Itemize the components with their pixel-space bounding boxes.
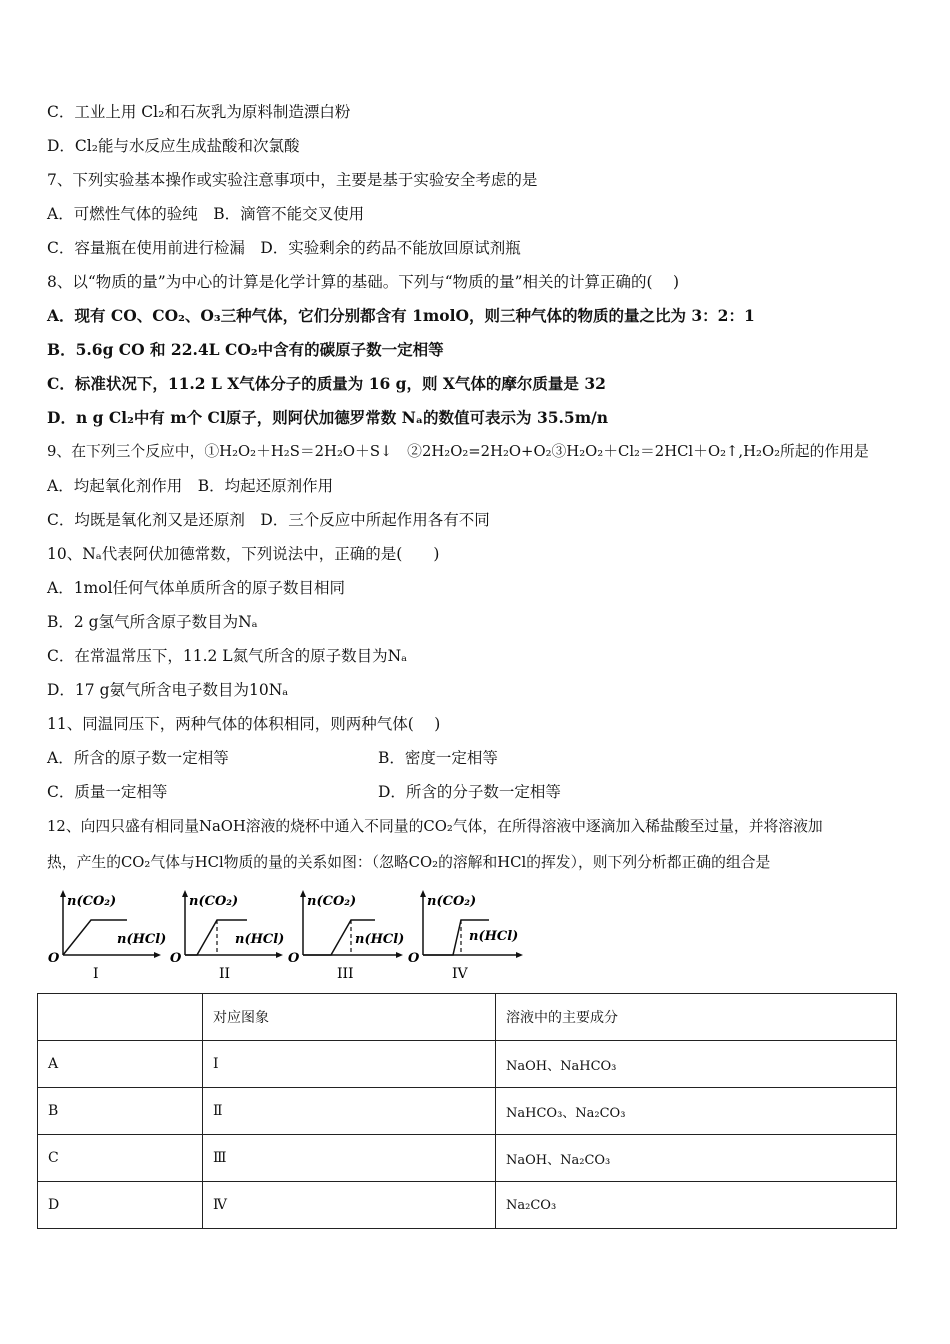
option-11d: D．所含的分子数一定相等: [378, 783, 561, 801]
table-cell: NaOH、Na₂CO₃: [496, 1135, 897, 1182]
graph-1-origin: O: [48, 951, 60, 966]
co2-hcl-graphs: [45, 880, 535, 985]
graph-1-y-label: n(CO₂): [67, 894, 117, 909]
table-header-cell: 对应图象: [203, 994, 496, 1041]
table-row: [38, 1182, 897, 1229]
graph-4-x-label: n(HCl): [469, 929, 519, 944]
table-cell: Ⅲ: [203, 1135, 496, 1182]
table-row: [38, 1088, 897, 1135]
options-9-ab: A．均起氧化剂作用 B．均起还原剂作用: [47, 477, 334, 495]
graph-4-origin: O: [408, 951, 420, 966]
option-8b: B．5.6g CO 和 22.4L CO₂中含有的碳原子数一定相等: [47, 340, 444, 359]
table-row: [38, 1041, 897, 1088]
graph-3-origin: O: [288, 951, 300, 966]
option-8a: A．现有 CO、CO₂、O₃三种气体，它们分别都含有 1molO，则三种气体的物质的量之比为 3：2：1: [47, 306, 755, 325]
option-8c: C．标准状况下，11.2 L X气体分子的质量为 16 g，则 X气体的摩尔质量是 32: [47, 374, 606, 393]
table-cell: C: [38, 1135, 203, 1182]
question-12-line2: 热，产生的CO₂气体与HCl物质的量的关系如图：（忽略CO₂的溶解和HCl的挥发），则下列分析都正确的组合是: [47, 854, 771, 871]
options-7-ab: A．可燃性气体的验纯 B．滴管不能交叉使用: [47, 205, 365, 223]
graph-1-name: I: [93, 966, 99, 982]
graph-2: [170, 890, 284, 982]
answer-table: [37, 993, 897, 1229]
option-10b: B．2 g氢气所含原子数目为Nₐ: [47, 613, 258, 631]
option-11a: A．所含的原子数一定相等: [47, 749, 229, 767]
graph-3-x-label: n(HCl): [355, 932, 405, 947]
option-11b: B．密度一定相等: [378, 749, 498, 767]
graph-2-x-label: n(HCl): [235, 932, 285, 947]
line-6c: C．工业上用 Cl₂和石灰乳为原料制造漂白粉: [47, 103, 351, 121]
table-cell: B: [38, 1088, 203, 1135]
graph-2-y-label: n(CO₂): [189, 894, 239, 909]
graph-3-name: III: [337, 966, 354, 982]
option-8d: D．n g Cl₂中有 m个 Cl原子，则阿伏加德罗常数 Nₐ的数值可表示为 35.5m/n: [47, 408, 609, 427]
question-11: 11、同温同压下，两种气体的体积相同，则两种气体( ): [47, 715, 441, 733]
graph-3: [288, 890, 404, 982]
table-header-cell: [38, 994, 203, 1041]
question-12-line1: 12、向四只盛有相同量NaOH溶液的烧杯中通入不同量的CO₂气体，在所得溶液中逐滴加入稀盐酸至过量，并将溶液加: [47, 818, 823, 835]
table-cell: NaHCO₃、Na₂CO₃: [496, 1088, 897, 1135]
table-cell: Na₂CO₃: [496, 1182, 897, 1229]
option-10d: D．17 g氨气所含电子数目为10Nₐ: [47, 681, 289, 699]
options-7-cd: C．容量瓶在使用前进行检漏 D．实验剩余的药品不能放回原试剂瓶: [47, 239, 521, 257]
question-9: 9、在下列三个反应中，①H₂O₂＋H₂S＝2H₂O＋S↓ ②2H₂O₂=2H₂O+O₂③H₂O₂＋Cl₂＝2HCl＋O₂↑,H₂O₂所起的作用是: [47, 443, 869, 460]
graph-4-name: IV: [452, 966, 468, 982]
table-cell: D: [38, 1182, 203, 1229]
option-10c: C．在常温常压下，11.2 L氮气所含的原子数目为Nₐ: [47, 647, 408, 665]
graph-1-x-label: n(HCl): [117, 932, 167, 947]
table-row: [38, 1135, 897, 1182]
option-10a: A．1mol任何气体单质所含的原子数目相同: [47, 579, 346, 597]
table-cell: A: [38, 1041, 203, 1088]
line-6d: D．Cl₂能与水反应生成盐酸和次氯酸: [47, 137, 300, 155]
option-11c: C．质量一定相等: [47, 783, 168, 801]
question-10: 10、Nₐ代表阿伏加德常数，下列说法中，正确的是( ): [47, 545, 440, 563]
table-cell: NaOH、NaHCO₃: [496, 1041, 897, 1088]
graph-4: [408, 890, 523, 982]
graph-4-y-label: n(CO₂): [427, 894, 477, 909]
table-cell: Ⅱ: [203, 1088, 496, 1135]
graph-2-name: II: [219, 966, 231, 982]
options-9-cd: C．均既是氧化剂又是还原剂 D．三个反应中所起作用各有不同: [47, 511, 490, 529]
question-7: 7、下列实验基本操作或实验注意事项中，主要是基于实验安全考虑的是: [47, 171, 538, 189]
table-header-row: [38, 994, 897, 1041]
table-cell: Ⅳ: [203, 1182, 496, 1229]
graph-2-origin: O: [170, 951, 182, 966]
table-header-cell: 溶液中的主要成分: [496, 994, 897, 1041]
graph-3-y-label: n(CO₂): [307, 894, 357, 909]
question-8: 8、以“物质的量”为中心的计算是化学计算的基础。下列与“物质的量”相关的计算正确的( ): [47, 273, 680, 291]
graph-1: [48, 890, 166, 982]
table-cell: Ⅰ: [203, 1041, 496, 1088]
